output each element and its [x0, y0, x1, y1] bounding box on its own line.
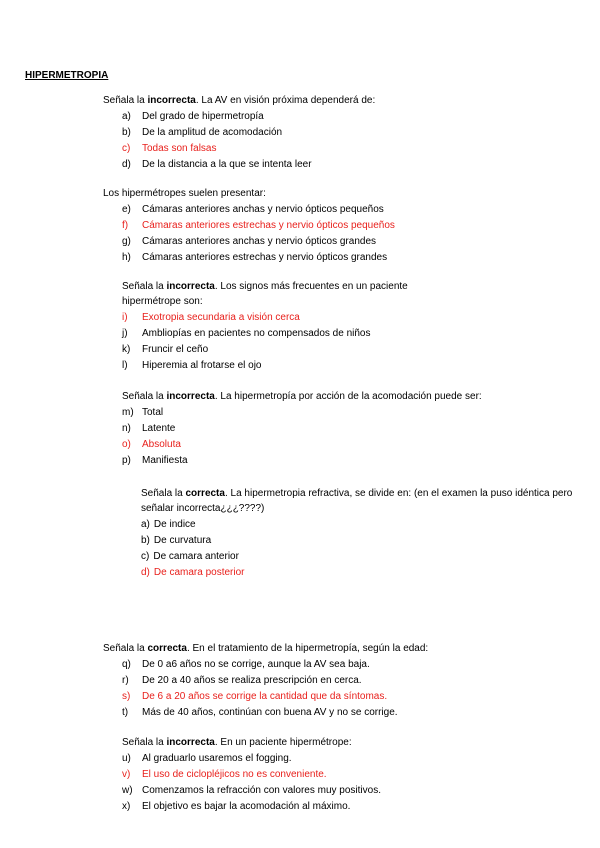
option-answer: d) De camara posterior [141, 567, 245, 578]
document-title: HIPERMETROPIA [25, 70, 109, 81]
option: w) Comenzamos la refracción con valores muy positivos. [122, 785, 381, 796]
option-answer: c) Todas son falsas [122, 143, 217, 154]
option: a) Del grado de hipermetropía [122, 111, 264, 122]
question-block-6 [103, 641, 428, 721]
question-stem: Señala la incorrecta. La AV en visión próxima dependerá de: [103, 95, 376, 106]
option: t) Más de 40 años, continúan con buena AV y no se corrige. [122, 707, 398, 718]
option: x) El objetivo es bajar la acomodación al máximo. [122, 801, 351, 812]
question-stem: Los hipermétropes suelen presentar: [103, 188, 266, 199]
option: r) De 20 a 40 años se realiza prescripción en cerca. [122, 675, 362, 686]
question-stem: Señala la incorrecta. Los signos más frecuentes en un paciente hipermétrope son: [122, 281, 408, 307]
option: h) Cámaras anteriores estrechas y nervio ópticos grandes [122, 252, 388, 263]
question-stem: Señala la correcta. En el tratamiento de la hipermetropía, según la edad: [103, 643, 429, 654]
option: d) De la distancia a la que se intenta leer [122, 159, 312, 170]
option: u) Al graduarlo usaremos el fogging. [122, 753, 292, 764]
option: a) De indice [141, 519, 196, 530]
option-answer: i) Exotropia secundaria a visión cerca [122, 312, 300, 323]
option-answer: v) El uso de ciclopléjicos no es conveniente. [122, 769, 327, 780]
question-block-4 [122, 389, 482, 469]
option: p) Manifiesta [122, 455, 188, 466]
option-answer: f) Cámaras anteriores estrechas y nervio ópticos pequeños [122, 220, 395, 231]
option: m) Total [122, 407, 164, 418]
option: c) De camara anterior [141, 551, 239, 562]
question-block-2 [103, 186, 395, 266]
question-block-7 [122, 735, 381, 815]
option: n) Latente [122, 423, 176, 434]
option: k) Fruncir el ceño [122, 344, 209, 355]
option-answer: o) Absoluta [122, 439, 181, 450]
option: l) Hiperemia al frotarse el ojo [122, 360, 262, 371]
option-answer: s) De 6 a 20 años se corrige la cantidad que da síntomas. [122, 691, 388, 702]
option: j) Ambliopías en pacientes no compensados de niños [122, 328, 371, 339]
option: e) Cámaras anteriores anchas y nervio ópticos pequeños [122, 204, 384, 215]
question-block-5 [141, 486, 593, 581]
question-stem: Señala la incorrecta. En un paciente hipermétrope: [122, 737, 352, 748]
option: b) De la amplitud de acomodación [122, 127, 283, 138]
option: g) Cámaras anteriores anchas y nervio ópticos grandes [122, 236, 377, 247]
question-stem: Señala la incorrecta. La hipermetropía por acción de la acomodación puede ser: [122, 391, 482, 402]
question-block-1 [103, 93, 375, 173]
option: q) De 0 a6 años no se corrige, aunque la AV sea baja. [122, 659, 370, 670]
option: b) De curvatura [141, 535, 212, 546]
question-stem: Señala la correcta. La hipermetropia refractiva, se divide en: (en el examen la puso idéntica pero señalar incorrecta¿¿¿????) [141, 488, 573, 514]
question-block-3 [122, 279, 437, 374]
